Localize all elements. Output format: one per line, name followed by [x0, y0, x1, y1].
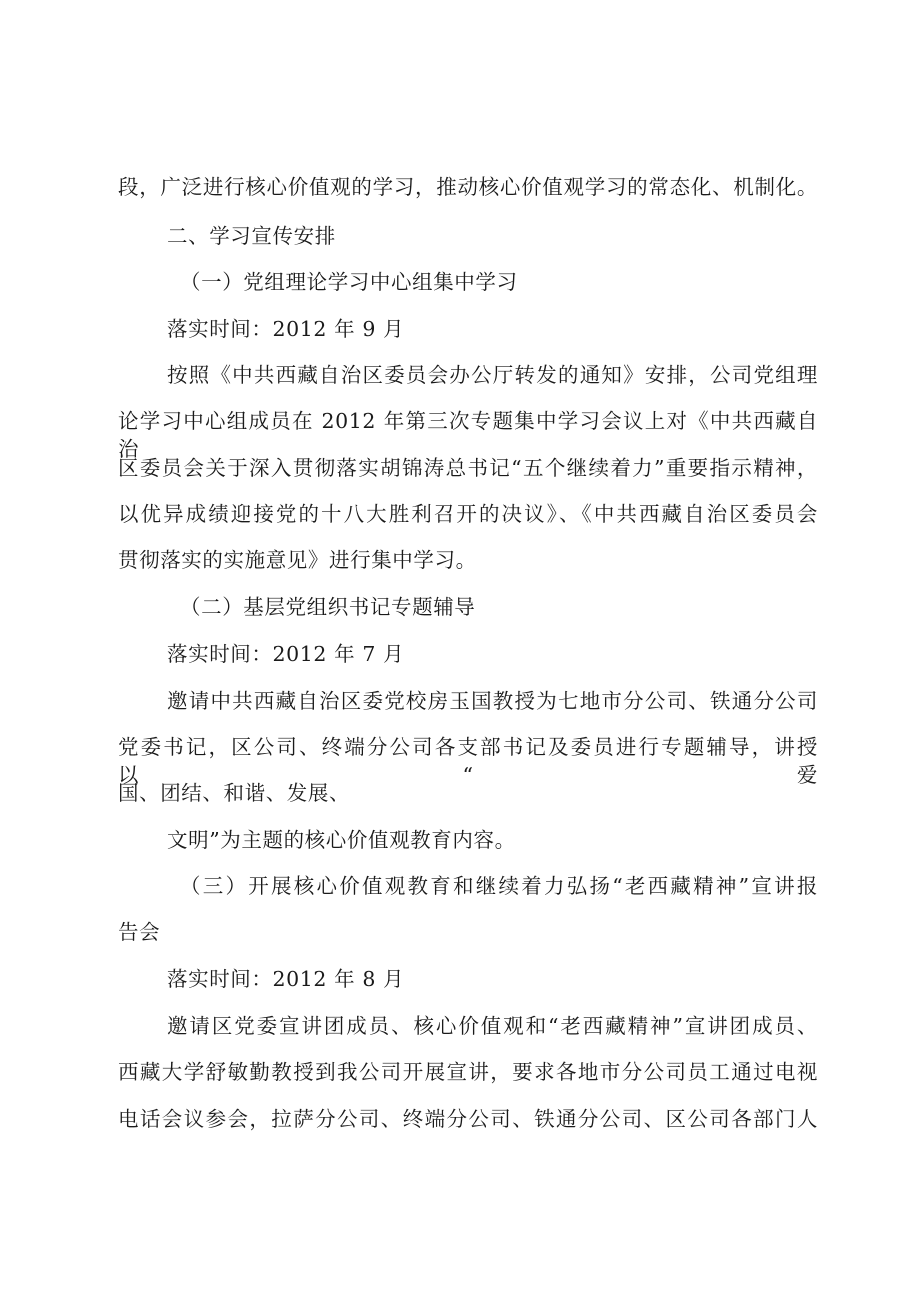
- paragraph-1-line-1: 按照《中共西藏自治区委员会办公厅转发的通知》安排，公司党组理: [167, 363, 818, 387]
- paragraph-3-line-2: 西藏大学舒敏勤教授到我公司开展宣讲，要求各地市分公司员工通过电视: [118, 1060, 818, 1084]
- schedule-date-3: 落实时间：2012 年 8 月: [167, 967, 405, 991]
- section-heading: 二、学习宣传安排: [167, 224, 336, 248]
- subsection-heading-3-line-1: （三）开展核心价值观教育和继续着力弘扬“老西藏精神”宣讲报: [180, 874, 818, 898]
- paragraph-1-line-3: 区委员会关于深入贯彻落实胡锦涛总书记“五个继续着力”重要指示精神，: [118, 456, 818, 480]
- subsection-heading-3-line-2: 告会: [118, 920, 161, 944]
- schedule-date-2: 落实时间：2012 年 7 月: [167, 642, 405, 666]
- subsection-heading-1: （一）党组理论学习中心组集中学习: [180, 270, 518, 294]
- paragraph-2-line-1: 邀请中共西藏自治区委党校房玉国教授为七地市分公司、铁通分公司: [167, 689, 818, 713]
- paragraph-2-line-4: 文明”为主题的核心价值观教育内容。: [167, 828, 516, 852]
- paragraph-2-line-2: 党委书记，区公司、终端分公司各支部书记及委员进行专题辅导，讲授以“爱: [118, 735, 818, 787]
- schedule-date-1: 落实时间：2012 年 9 月: [167, 317, 405, 341]
- paragraph-2-line-3: 国、团结、和谐、发展、: [118, 781, 351, 805]
- paragraph-3-line-1: 邀请区党委宣讲团成员、核心价值观和“老西藏精神”宣讲团成员、: [167, 1014, 818, 1038]
- paragraph-1-line-2: 论学习中心组成员在 2012 年第三次专题集中学习会议上对《中共西藏自治: [118, 409, 818, 461]
- paragraph-1-line-4: 以优异成绩迎接党的十八大胜利召开的决议》、《中共西藏自治区委员会: [118, 502, 818, 526]
- subsection-heading-2: （二）基层党组织书记专题辅导: [180, 595, 476, 619]
- paragraph-1-line-5: 贯彻落实的实施意见》进行集中学习。: [118, 548, 477, 572]
- paragraph-continuation-line: 段，广泛进行核心价值观的学习，推动核心价值观学习的常态化、机制化。: [118, 175, 818, 199]
- paragraph-3-line-3: 电话会议参会，拉萨分公司、终端分公司、铁通分公司、区公司各部门人: [118, 1107, 818, 1131]
